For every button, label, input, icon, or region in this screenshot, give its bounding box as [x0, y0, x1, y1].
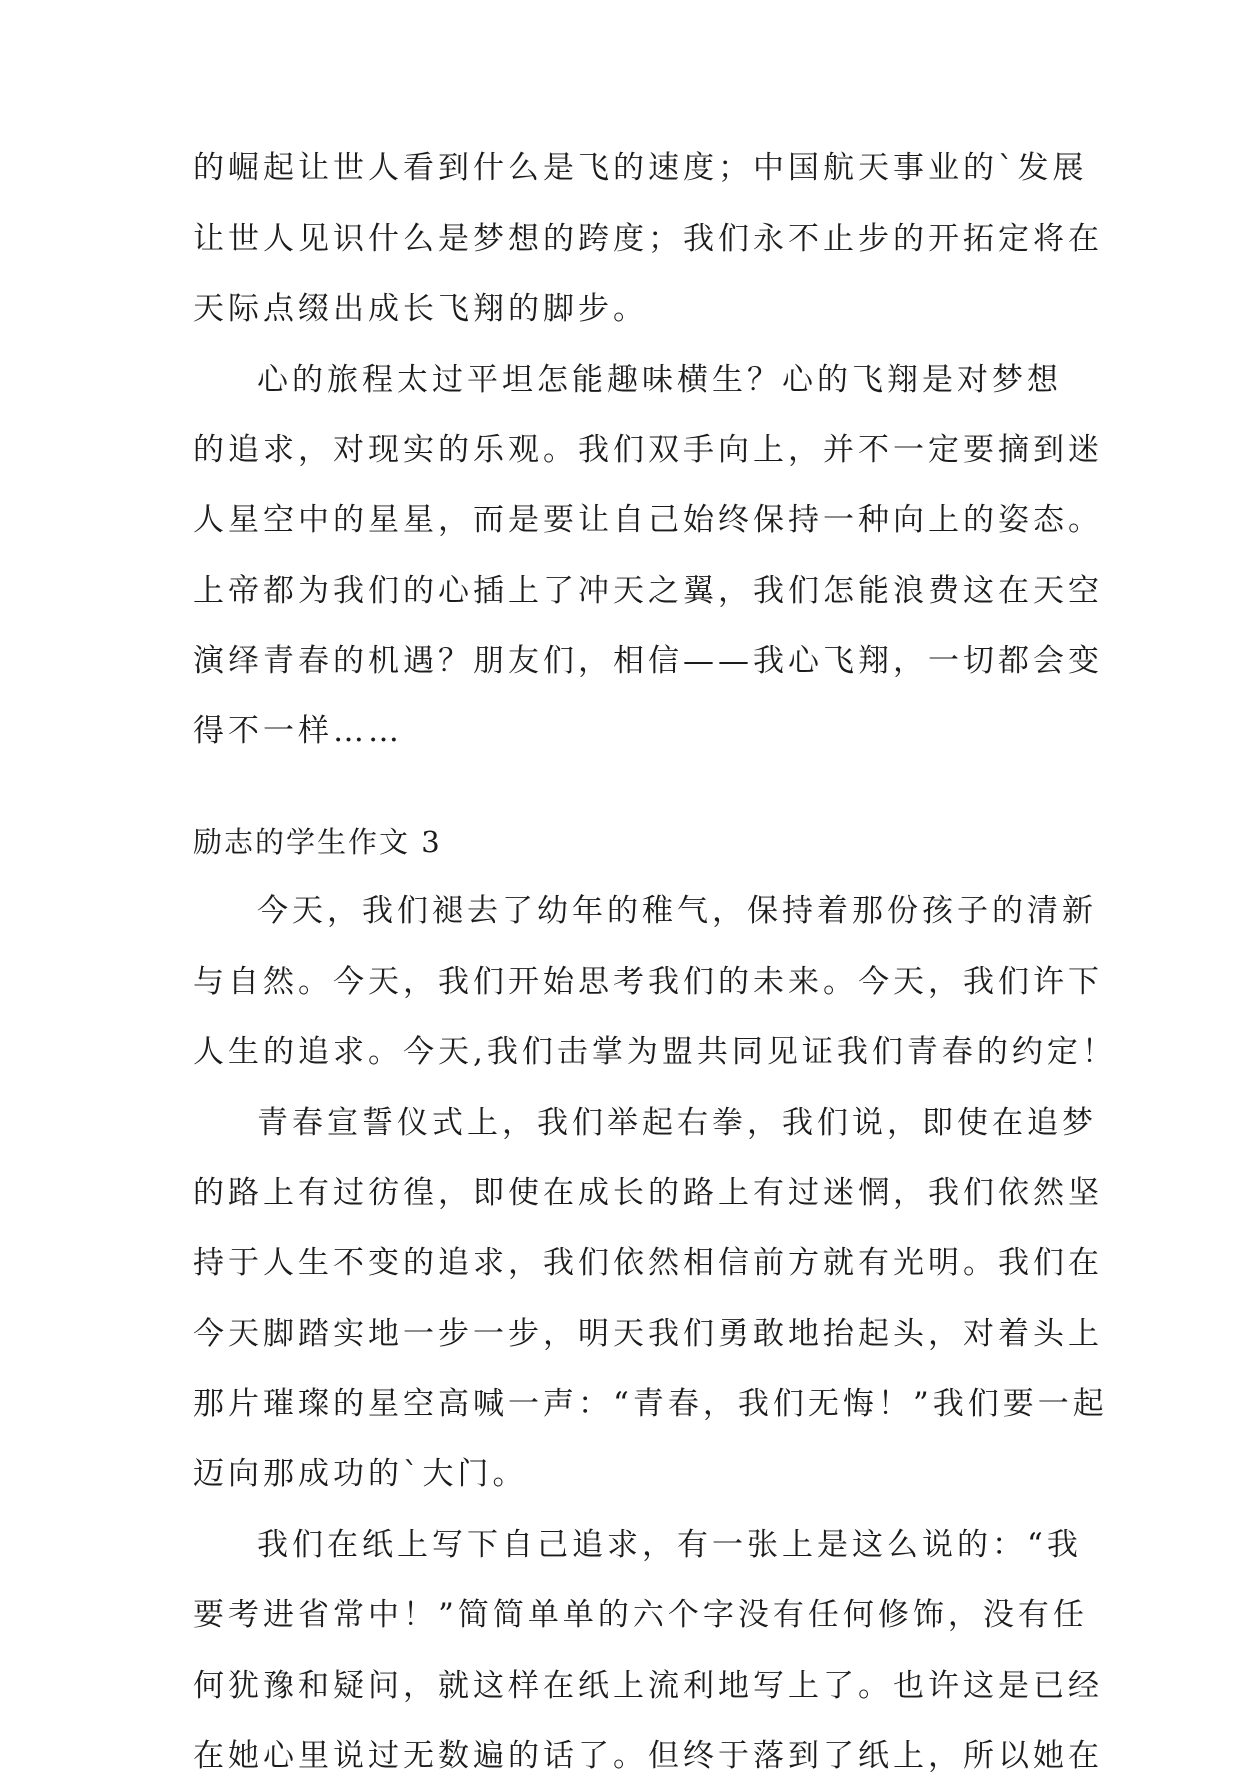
paragraph-4-line-3: 持于人生不变的追求，我们依然相信前方就有光明。我们在: [193, 1245, 1103, 1281]
section-heading: 励志的学生作文 3: [193, 825, 442, 859]
paragraph-2-line-5: 演绎青春的机遇？朋友们，相信——我心飞翔，一切都会变: [193, 643, 1103, 679]
paragraph-2-line-4: 上帝都为我们的心插上了冲天之翼，我们怎能浪费这在天空: [193, 573, 1103, 609]
paragraph-2-line-3: 人星空中的星星，而是要让自己始终保持一种向上的姿态。: [193, 502, 1103, 538]
paragraph-5-line-3: 何犹豫和疑问，就这样在纸上流利地写上了。也许这是已经: [193, 1668, 1103, 1704]
paragraph-5-line-4: 在她心里说过无数遍的话了。但终于落到了纸上，所以她在: [193, 1738, 1103, 1774]
paragraph-4-line-4: 今天脚踏实地一步一步，明天我们勇敢地抬起头，对着头上: [193, 1316, 1103, 1352]
paragraph-1-line-2: 让世人见识什么是梦想的跨度；我们永不止步的开拓定将在: [193, 221, 1103, 257]
paragraph-4-line-2: 的路上有过彷徨，即使在成长的路上有过迷惘，我们依然坚: [193, 1175, 1103, 1211]
paragraph-4-line-5: 那片璀璨的星空高喊一声：“青春，我们无悔！”我们要一起: [193, 1386, 1108, 1422]
paragraph-4-line-6: 迈向那成功的`大门。: [193, 1456, 528, 1492]
paragraph-2-line-6: 得不一样……: [193, 713, 403, 749]
paragraph-2-line-2: 的追求，对现实的乐观。我们双手向上，并不一定要摘到迷: [193, 432, 1103, 468]
paragraph-2-line-1: 心的旅程太过平坦怎能趣味横生？心的飞翔是对梦想: [257, 362, 1062, 398]
paragraph-1-line-1: 的崛起让世人看到什么是飞的速度；中国航天事业的`发展: [193, 150, 1088, 186]
paragraph-1-line-3: 天际点缀出成长飞翔的脚步。: [193, 291, 648, 327]
paragraph-4-line-1: 青春宣誓仪式上，我们举起右拳，我们说，即使在追梦: [257, 1105, 1097, 1141]
paragraph-3-line-1: 今天，我们褪去了幼年的稚气，保持着那份孩子的清新: [257, 893, 1097, 929]
paragraph-3-line-3: 人生的追求。今天,我们击掌为盟共同见证我们青春的约定！: [193, 1034, 1117, 1070]
paragraph-5-line-1: 我们在纸上写下自己追求，有一张上是这么说的：“我: [257, 1527, 1082, 1563]
paragraph-5-line-2: 要考进省常中！”简简单单的六个字没有任何修饰，没有任: [193, 1597, 1088, 1633]
paragraph-3-line-2: 与自然。今天，我们开始思考我们的未来。今天，我们许下: [193, 964, 1103, 1000]
